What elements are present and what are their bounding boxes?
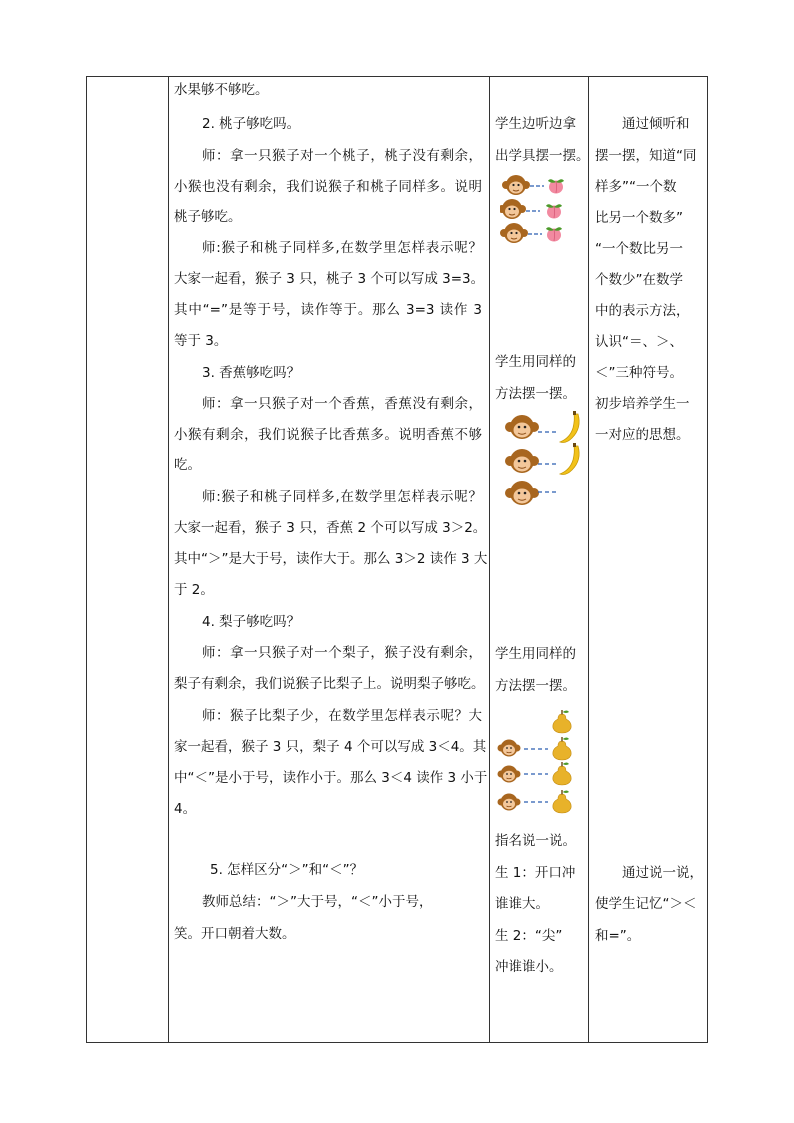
text-line: 水果够不够吃。 [174, 82, 269, 98]
monkey-icon [498, 766, 521, 783]
monkey-icon [500, 223, 528, 243]
peach-icon [548, 179, 564, 193]
column-divider-3 [588, 76, 589, 1043]
text-line: 样多”“一个数 [595, 179, 677, 195]
monkey-icon [505, 415, 539, 439]
text-line: 初步培养学生一 [595, 396, 690, 412]
text-line: 师:猴子和桃子同样多,在数学里怎样表示呢？ [202, 489, 482, 505]
pear-icon [553, 710, 571, 733]
text-line: 方法摆一摆。 [495, 386, 576, 402]
text-line: 和=”。 [595, 928, 641, 944]
text-line: 指名说一说。 [495, 833, 576, 849]
text-line: ＜”三种符号。 [595, 365, 683, 381]
section-heading-pear: 4. 梨子够吃吗？ [202, 614, 301, 630]
text-line: 中的表示方法， [595, 303, 690, 319]
text-line: 小猴有剩余，我们说猴子比香蕉多。说明香蕉不够 [174, 427, 482, 443]
text-line: 其中“＞”是大于号，读作大于。那么 3＞2 读作 3 大 [174, 551, 488, 567]
text-line: 吃。 [174, 457, 201, 473]
table-border-left [86, 76, 87, 1043]
monkey-icon [505, 481, 539, 505]
text-line: 桃子够吃。 [174, 209, 242, 225]
text-line: 比另一个数多” [595, 210, 683, 226]
text-line: 学生边听边拿 [495, 116, 576, 132]
text-line: 师：拿一只猴子对一个桃子，桃子没有剩余， [202, 148, 482, 164]
text-line: 生 1：开口冲 [495, 865, 576, 881]
text-line: 师：猴子比梨子少，在数学里怎样表示呢？大 [202, 708, 482, 724]
text-line: 中“＜”是小于号，读作小于。那么 3＜4 读作 3 小于 [174, 770, 488, 786]
text-line: 笑。开口朝着大数。 [174, 926, 296, 942]
text-line: 师:猴子和桃子同样多,在数学里怎样表示呢？ [202, 240, 482, 256]
text-line: 个数少”在数学 [595, 272, 683, 288]
monkey-icon [498, 794, 521, 811]
banana-icon [560, 443, 579, 475]
monkey-icon [505, 449, 539, 473]
pear-icon [553, 737, 571, 760]
text-line: 等于 3。 [174, 333, 228, 349]
text-line: 认识“＝、＞、 [595, 334, 683, 350]
pear-icon [553, 762, 571, 785]
text-line: 其中“=”是等于号，读作等于。那么 3=3 读作 3 [174, 302, 482, 318]
text-line: 师：拿一只猴子对一个香蕉，香蕉没有剩余， [202, 396, 482, 412]
monkey-banana-matching-picture [504, 410, 584, 514]
text-line: 冲谁谁小。 [495, 959, 563, 975]
text-line: 学生用同样的 [495, 354, 576, 370]
text-line: 小猴也没有剩余，我们说猴子和桃子同样多。说明 [174, 179, 482, 195]
table-top-border [86, 76, 708, 77]
section-heading-banana: 3. 香蕉够吃吗？ [202, 365, 301, 381]
table-bottom-border [86, 1042, 708, 1043]
text-line: 方法摆一摆。 [495, 678, 576, 694]
text-line: 4。 [174, 801, 197, 817]
text-line: 大家一起看，猴子 3 只，桃子 3 个可以写成 3=3。 [174, 271, 485, 287]
table-border-right [707, 76, 708, 1043]
text-line: “一个数比另一 [595, 241, 683, 257]
text-line: 学生用同样的 [495, 646, 576, 662]
monkey-icon [498, 740, 521, 757]
section-heading-peach: 2. 桃子够吃吗。 [202, 116, 301, 132]
section-heading-compare: 5. 怎样区分“＞”和“＜”？ [210, 862, 364, 878]
text-line: 通过说一说， [622, 865, 703, 881]
monkey-peach-matching-picture [500, 172, 572, 248]
text-line: 摆一摆，知道“同 [595, 148, 697, 164]
text-line: 通过倾听和 [622, 116, 690, 132]
text-line: 大家一起看，猴子 3 只，香蕉 2 个可以写成 3＞2。 [174, 520, 487, 536]
monkey-icon [502, 175, 530, 195]
text-line: 谁谁大。 [495, 896, 549, 912]
text-line: 于 2。 [174, 582, 214, 598]
peach-icon [546, 227, 562, 241]
monkey-icon [500, 199, 526, 219]
text-line: 一对应的思想。 [595, 427, 690, 443]
text-line: 出学具摆一摆。 [495, 148, 590, 164]
text-line: 梨子有剩余，我们说猴子比梨子上。说明梨子够吃。 [174, 676, 485, 692]
peach-icon [546, 204, 562, 218]
text-line: 家一起看，猴子 3 只，梨子 4 个可以写成 3＜4。其 [174, 739, 487, 755]
text-line: 师：拿一只猴子对一个梨子，猴子没有剩余， [202, 645, 482, 661]
column-divider-2 [489, 76, 490, 1043]
banana-icon [560, 411, 579, 443]
pear-icon [553, 790, 571, 813]
monkey-pear-matching-picture [496, 708, 576, 818]
text-line: 使学生记忆“＞＜ [595, 896, 697, 912]
text-line: 生 2：“尖” [495, 928, 563, 944]
column-divider-1 [168, 76, 169, 1043]
text-line: 教师总结：“＞”大于号，“＜”小于号， [202, 894, 433, 910]
